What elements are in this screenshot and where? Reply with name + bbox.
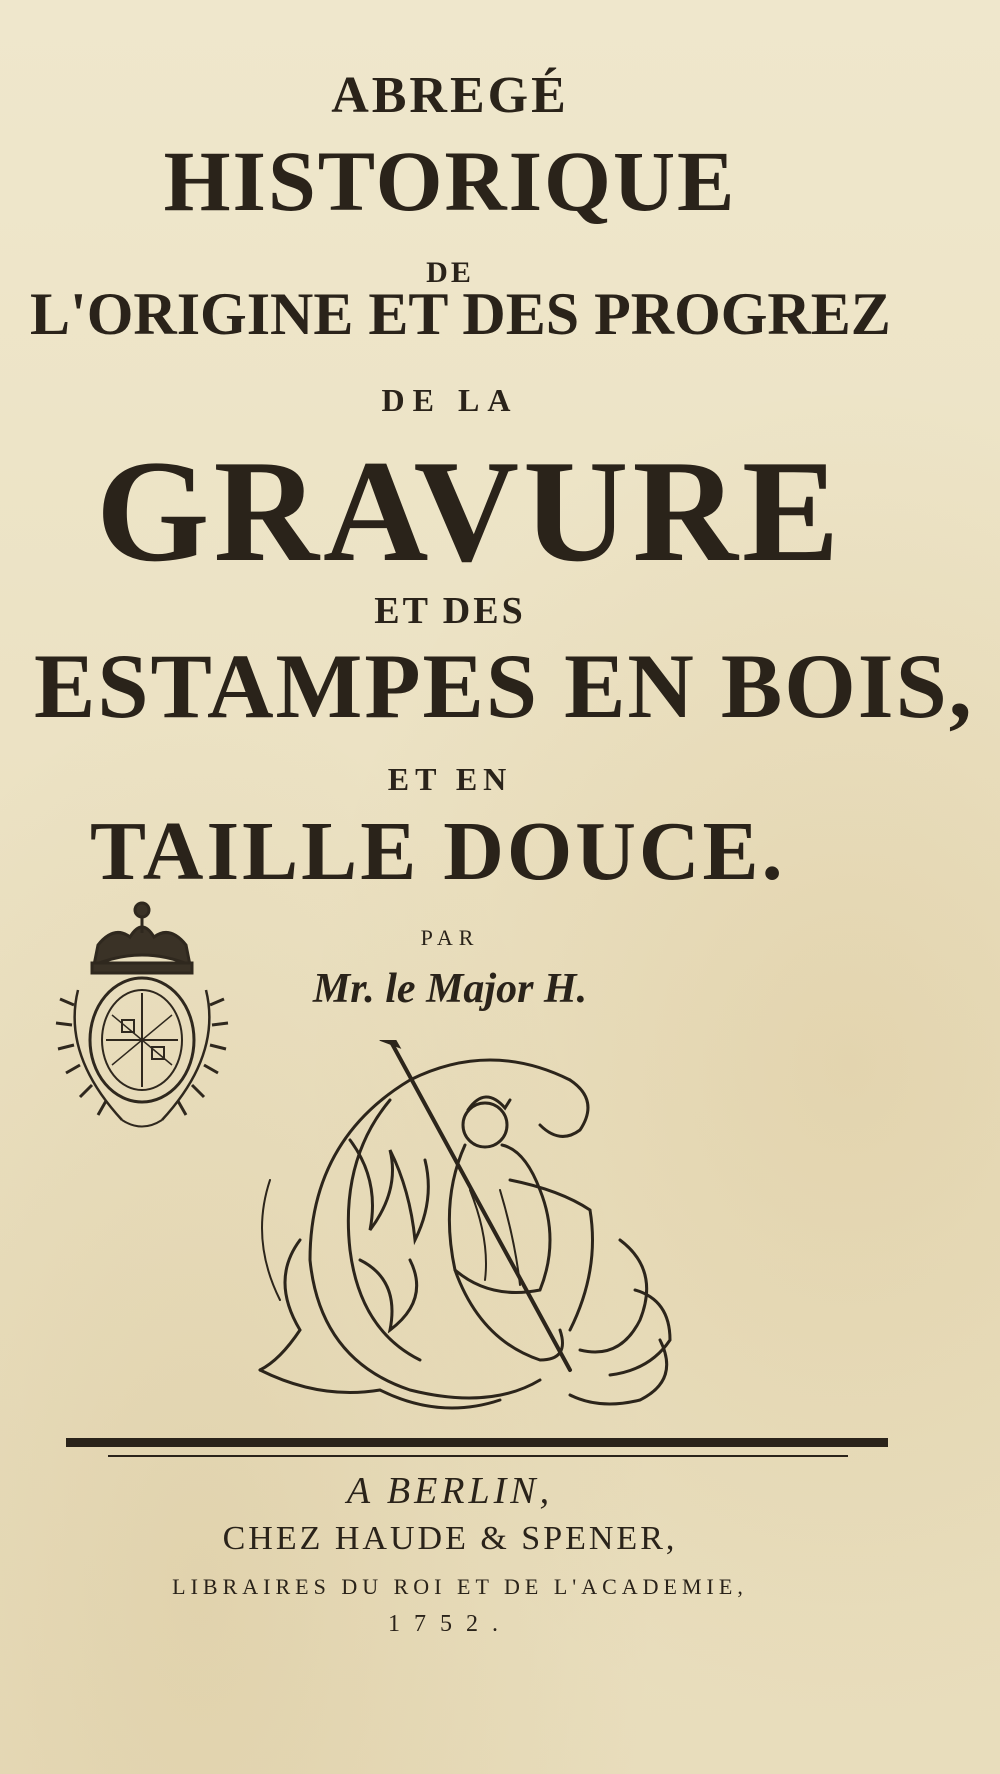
title-line-et-des: ET DES: [374, 590, 526, 632]
title-line-de-la: DE LA: [381, 382, 519, 418]
byline-par: PAR: [420, 925, 480, 950]
allegorical-vignette: [240, 1040, 710, 1430]
coat-of-arms-stamp: [42, 895, 242, 1140]
title-line-gravure: GRAVURE: [96, 430, 844, 592]
imprint-publisher: CHEZ HAUDE & SPENER,: [222, 1520, 678, 1557]
thick-rule: [66, 1438, 888, 1447]
title-line-taille-douce: TAILLE DOUCE.: [90, 805, 786, 898]
title-line-abrege: ABREGÉ: [331, 67, 569, 124]
title-line-historique: HISTORIQUE: [163, 133, 737, 229]
imprint-booksellers: LIBRAIRES DU ROI ET DE L'ACADEMIE,: [172, 1574, 748, 1599]
title-line-estampes: ESTAMPES EN BOIS,: [34, 635, 974, 737]
title-line-de: DE: [426, 256, 474, 289]
imprint-place: A BERLIN,: [346, 1470, 554, 1512]
title-line-origine: L'ORIGINE ET DES PROGREZ: [30, 281, 891, 347]
title-line-et-en: ET EN: [387, 761, 513, 797]
imprint-year: 1752.: [388, 1611, 512, 1637]
thin-rule: [108, 1455, 848, 1457]
author-name: Mr. le Major H.: [312, 966, 588, 1012]
